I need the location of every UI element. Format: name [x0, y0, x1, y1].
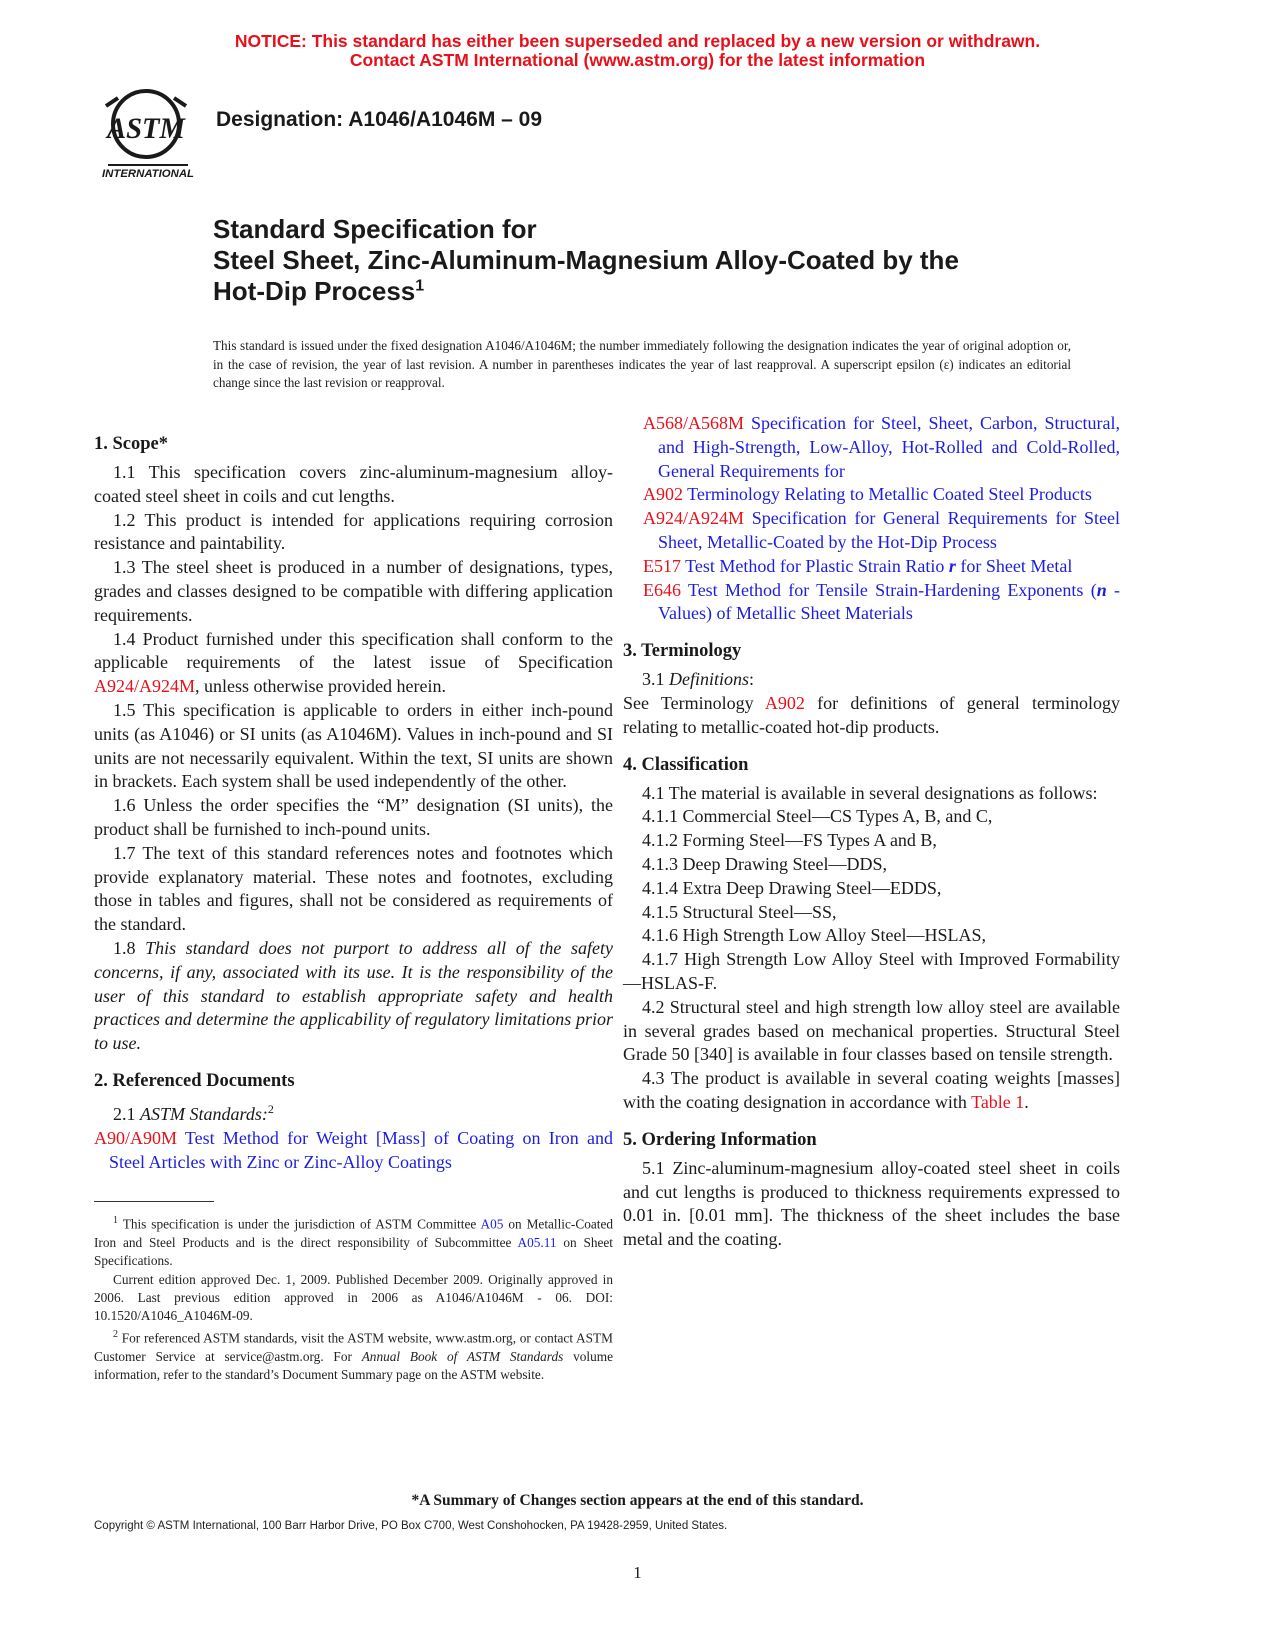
link-a924[interactable]: A924/A924M — [94, 676, 196, 697]
fn1-mark: 1 — [113, 1215, 118, 1226]
notice-line-1: NOTICE: This standard has either been superseded and replaced by a new version or withdrawn. — [234, 31, 1041, 51]
para-3-1-num: 3.1 — [642, 669, 669, 690]
footnote-1 — [94, 1212, 613, 1271]
document-title — [213, 214, 959, 307]
issued-note: This standard is issued under the fixed designation A1046/A1046M; the number immediately following the designation indicates the year of original adoption or, in the case of revision, the year of last revision. A number in parentheses indicates the year of last reapproval. A superscript epsilon (ε) indicates an editorial change since the last revision or reapproval. — [213, 338, 1071, 390]
para-1-8 — [94, 937, 613, 1056]
ref-code[interactable]: A90/A90M — [94, 1127, 178, 1148]
ref-symbol-n[interactable]: n — [1096, 579, 1107, 600]
link-table-1[interactable]: Table 1 — [971, 1091, 1025, 1112]
para-1-8-text: This standard does not purport to address all of the safety concerns, if any, associated with its use. It is the responsibility of the user of this standard to establish appropriate safety and health practices and determine the applicability of regulatory limitations prior to use. — [94, 937, 613, 1054]
list-item: 4.1.2 Forming Steel—FS Types A and B, — [642, 830, 937, 851]
list-item: 4.1.3 Deep Drawing Steel—DDS, — [642, 853, 887, 874]
ref-symbol-r[interactable]: r — [948, 555, 956, 576]
ref-a568[interactable] — [643, 412, 1120, 483]
para-1-8-num: 1.8 — [113, 937, 146, 958]
ref-a902[interactable] — [643, 483, 1120, 507]
fn2-text-a: For referenced ASTM standards, visit the ASTM website, www.astm.org, or contact ASTM Customer Service at service@astm.org. For — [94, 1330, 613, 1364]
withdrawal-notice — [0, 32, 1275, 70]
para-1-4-tail: , unless otherwise provided herein. — [195, 676, 446, 697]
para-1-2: 1.2 This product is intended for applications requiring corrosion resistance and paintability. — [94, 509, 613, 554]
footnote-1-edition: Current edition approved Dec. 1, 2009. Published December 2009. Originally approved in 2006. Last previous edition approved in 2006 as A1046/A1046M - 06. DOI: 10.1520/A1046_A1046M-09. — [94, 1271, 613, 1324]
title-line-3: Hot-Dip Process — [213, 276, 416, 306]
para-1-4 — [94, 628, 613, 699]
ref-title-tail[interactable]: -Values) of Metallic Sheet Materials — [658, 579, 1120, 624]
ref-title-tail[interactable]: for Sheet Metal — [955, 555, 1073, 576]
terminology-heading: 3. Terminology — [623, 641, 742, 662]
right-column — [623, 412, 1120, 1252]
title-footnote-mark: 1 — [415, 277, 425, 295]
summary-note: *A Summary of Changes section appears at the end of this standard. — [411, 1492, 864, 1509]
para-4-1: 4.1 The material is available in several designations as follows: — [642, 782, 1098, 803]
footnotes — [94, 1212, 613, 1385]
designation-list — [623, 805, 1120, 948]
para-4-2: 4.2 Structural steel and high strength low alloy steel are available in several grades based on mechanical properties. Structural Steel Grade 50 [340] is available in four classes based on tensile strength. — [623, 996, 1120, 1065]
designation: Designation: A1046/A1046M – 09 — [216, 108, 543, 131]
title-line-2: Steel Sheet, Zinc-Aluminum-Magnesium Alloy-Coated by the — [213, 245, 959, 275]
ref-code[interactable]: A924/A924M — [643, 508, 745, 529]
left-column — [94, 433, 613, 1174]
referenced-heading: 2. Referenced Documents — [94, 1070, 295, 1091]
ref-code[interactable]: E646 — [643, 579, 681, 600]
para-2-1-label: ASTM Standards: — [140, 1103, 268, 1124]
para-1-3: 1.3 The steel sheet is produced in a number of designations, types, grades and classes designed to be compatible with differing application requirements. — [94, 557, 613, 625]
ref-title[interactable]: Test Method for Tensile Strain-Hardening Exponents ( — [681, 579, 1097, 600]
ref-code[interactable]: A902 — [643, 484, 683, 505]
fn2-text-b: volume information, refer to the standard’s Document Summary page on the ASTM website. — [94, 1348, 613, 1383]
list-item: 4.1.1 Commercial Steel—CS Types A, B, and C, — [642, 806, 993, 827]
list-item: 4.1.5 Structural Steel—SS, — [642, 901, 837, 922]
footnote-2 — [94, 1326, 613, 1385]
link-a902[interactable]: A902 — [764, 692, 805, 713]
fn1-text-b: on Metallic-Coated Iron and Steel Products and is the direct responsibility of Subcommittee — [94, 1216, 613, 1250]
fn2-mark: 2 — [113, 1328, 118, 1340]
astm-logo — [96, 86, 200, 182]
ref-title[interactable]: Specification for Steel, Sheet, Carbon, Structural, and High-Strength, Low-Alloy, Hot-Rolled and Cold-Rolled, General Requirements for — [658, 413, 1120, 481]
classification-heading: 4. Classification — [623, 754, 749, 775]
para-1-5: 1.5 This specification is applicable to orders in either inch-pound units (as A1046) or SI units (as A1046M). Values in inch-pound and SI units are not necessarily equivalent. Within the text, SI units are shown in brackets. Each system shall be used independently of the other. — [94, 699, 613, 792]
ref-code[interactable]: E517 — [643, 555, 681, 576]
ref-a924[interactable] — [643, 507, 1120, 555]
para-1-6: 1.6 Unless the order specifies the “M” designation (SI units), the product shall be furnished to inch-pound units. — [94, 795, 613, 839]
fn1-text-a: This specification is under the jurisdiction of ASTM Committee — [118, 1216, 481, 1232]
ordering-heading: 5. Ordering Information — [623, 1129, 817, 1150]
fn1-text-c: on Sheet Specifications. — [94, 1234, 613, 1269]
copyright: Copyright © ASTM International, 100 Barr Harbor Drive, PO Box C700, West Conshohocken, PA 19428-2959, United States. — [94, 1520, 728, 1532]
para-4-3-tail: . — [1024, 1091, 1029, 1112]
ref-title[interactable]: Specification for General Requirements for Steel Sheet, Metallic-Coated by the Hot-Dip Process — [658, 508, 1120, 552]
title-line-1: Standard Specification for — [213, 214, 537, 244]
list-item: 4.1.6 High Strength Low Alloy Steel—HSLAS, — [642, 925, 987, 946]
ref-code[interactable]: A568/A568M — [643, 413, 745, 433]
para-1-4-text: 1.4 Product furnished under this specification shall conform to the applicable requirements of the latest issue of Specification — [94, 628, 613, 673]
para-1-7: 1.7 The text of this standard references notes and footnotes which provide explanatory material. These notes and footnotes, excluding those in tables and figures, shall not be considered as requirements of the standard. — [94, 842, 613, 935]
list-item: 4.1.4 Extra Deep Drawing Steel—EDDS, — [642, 877, 942, 898]
ref-title[interactable]: Test Method for Weight [Mass] of Coating on Iron and Steel Articles with Zinc or Zinc-Alloy Coatings — [109, 1127, 613, 1172]
para-2-1-num: 2.1 — [113, 1103, 140, 1124]
para-4-3-text: 4.3 The product is available in several coating weights [masses] with the coating designation in accordance with — [623, 1068, 1120, 1112]
para-3-1 — [623, 668, 1120, 692]
link-a05-11[interactable]: A05.11 — [517, 1234, 557, 1250]
logo-mark: ASTM — [105, 112, 187, 145]
ref-title[interactable]: Terminology Relating to Metallic Coated Steel Products — [683, 484, 1092, 505]
ref-title[interactable]: Test Method for Plastic Strain Ratio — [681, 555, 949, 576]
page-number: 1 — [633, 1563, 642, 1582]
para-5-1: 5.1 Zinc-aluminum-magnesium alloy-coated steel sheet in coils and cut lengths is produced to thickness requirements expressed to 0.01 in. [0.01 mm]. The thickness of the sheet includes the base metal and the coating. — [623, 1157, 1120, 1250]
para-3-see — [623, 692, 1120, 740]
notice-line-2: Contact ASTM International (www.astm.org) for the latest information — [349, 50, 926, 70]
para-2-1 — [94, 1098, 613, 1127]
see-text-b: for definitions of general terminology relating to metallic-coated hot-dip products. — [623, 692, 1120, 737]
logo-international: INTERNATIONAL — [102, 168, 195, 180]
ref-a90[interactable] — [94, 1127, 613, 1175]
para-3-1-label: Definitions — [669, 669, 749, 690]
see-text-a: See Terminology — [623, 692, 765, 713]
para-1-1: 1.1 This specification covers zinc-aluminum-magnesium alloy-coated steel sheet in coils and cut lengths. — [94, 462, 613, 506]
para-2-1-sup: 2 — [267, 1101, 274, 1116]
para-4-1-7: 4.1.7 High Strength Low Alloy Steel with Improved Formability—HSLAS-F. — [623, 949, 1120, 993]
para-4-3 — [623, 1067, 1120, 1115]
para-3-1-colon: : — [749, 669, 755, 690]
scope-heading: 1. Scope* — [94, 434, 168, 454]
fn2-book: Annual Book of ASTM Standards — [361, 1348, 564, 1364]
footnote-rule — [94, 1201, 214, 1202]
link-a05[interactable]: A05 — [480, 1216, 504, 1232]
ref-e517[interactable] — [643, 555, 1120, 579]
ref-e646[interactable] — [643, 579, 1120, 627]
